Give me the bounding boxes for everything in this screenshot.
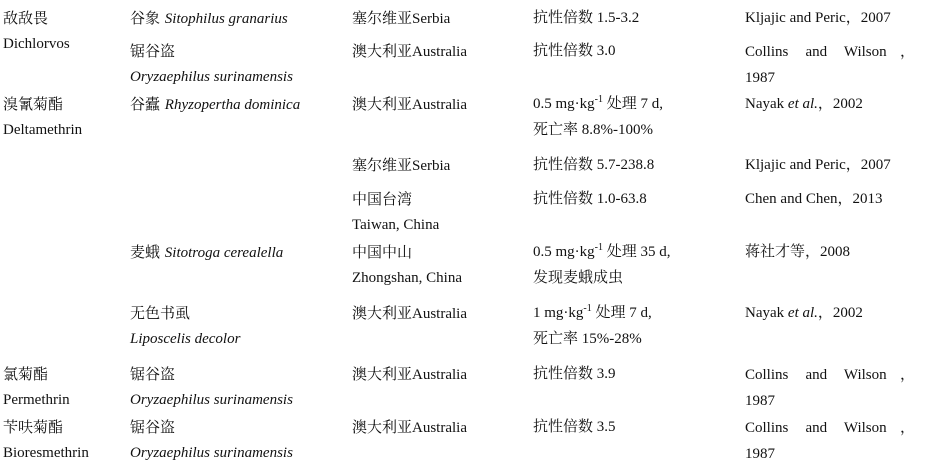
result-outcome: 死亡率 15%-28% bbox=[533, 331, 642, 347]
result-outcome: 死亡率 8.8%-100% bbox=[533, 122, 653, 138]
species-cell bbox=[130, 361, 293, 413]
result-cell bbox=[533, 38, 616, 64]
region-name-cn: 塞尔维亚 bbox=[352, 9, 413, 27]
species-name-cn: 无色书虱 bbox=[130, 304, 191, 322]
pesticide-name-en: Permethrin bbox=[3, 392, 70, 408]
region-name-cn: 澳大利亚 bbox=[352, 365, 413, 383]
pesticide-name-en: Bioresmethrin bbox=[3, 445, 89, 461]
region-name-en: Australia bbox=[412, 44, 467, 60]
reference-text: Chen and Chen，2013 bbox=[745, 191, 883, 207]
species-cell bbox=[130, 91, 300, 118]
reference-cell bbox=[745, 414, 915, 467]
result-cell bbox=[533, 239, 671, 291]
reference-text: Kljajic and Peric，2007 bbox=[745, 10, 891, 26]
pesticide-name-en: Dichlorvos bbox=[3, 36, 70, 52]
region-name-cn: 中国中山 bbox=[352, 243, 413, 261]
region-name-en: Australia bbox=[412, 306, 467, 322]
region-name-cn: 塞尔维亚 bbox=[352, 156, 413, 174]
result-cell bbox=[533, 152, 654, 178]
pesticide-cell bbox=[3, 361, 70, 413]
result-cell bbox=[533, 186, 647, 212]
species-name-cn: 麦蛾 bbox=[130, 243, 161, 261]
species-latin-name: Sitophilus granarius bbox=[164, 11, 288, 27]
reference-text: Kljajic and Peric，2007 bbox=[745, 157, 891, 173]
pesticide-name-cn: 溴氰菊酯 bbox=[3, 95, 64, 113]
reference-authors: Collins and Wilson， bbox=[745, 44, 915, 60]
result-text: 抗性倍数 5.7-238.8 bbox=[533, 157, 655, 173]
reference-text: 蒋社才等，2008 bbox=[745, 244, 851, 260]
species-latin-name: Liposcelis decolor bbox=[130, 331, 241, 347]
result-cell bbox=[533, 361, 616, 387]
reference-text: Nayak et al.，2002 bbox=[745, 305, 863, 321]
region-cell bbox=[352, 152, 450, 179]
result-cell bbox=[533, 5, 639, 31]
reference-text: Nayak et al.，2002 bbox=[745, 96, 863, 112]
region-name-en: Serbia bbox=[412, 158, 451, 174]
region-cell bbox=[352, 91, 467, 118]
region-cell bbox=[352, 239, 462, 291]
region-cell bbox=[352, 414, 467, 441]
result-cell bbox=[533, 300, 652, 352]
species-name-cn: 谷蠹 bbox=[130, 95, 161, 113]
reference-cell bbox=[745, 38, 915, 91]
pesticide-name-en: Deltamethrin bbox=[3, 122, 83, 138]
region-cell bbox=[352, 186, 439, 238]
region-name-cn: 澳大利亚 bbox=[352, 304, 413, 322]
species-latin-name: Sitotroga cerealella bbox=[164, 245, 284, 261]
reference-cell bbox=[745, 361, 915, 414]
species-latin-name: Rhyzopertha dominica bbox=[164, 97, 301, 113]
result-text: 抗性倍数 3.9 bbox=[533, 366, 616, 382]
reference-cell bbox=[745, 300, 863, 326]
result-cell bbox=[533, 414, 616, 440]
pesticide-cell bbox=[3, 414, 89, 466]
species-latin-name: Oryzaephilus surinamensis bbox=[130, 69, 293, 85]
result-text: 抗性倍数 3.5 bbox=[533, 419, 616, 435]
species-cell bbox=[130, 414, 293, 466]
pesticide-name-cn: 氯菊酯 bbox=[3, 365, 49, 383]
species-name-cn: 锯谷盗 bbox=[130, 418, 176, 436]
region-name-cn: 中国台湾 bbox=[352, 190, 413, 208]
reference-cell bbox=[745, 152, 891, 178]
region-name-en: Serbia bbox=[412, 11, 451, 27]
reference-cell bbox=[745, 186, 882, 212]
result-outcome: 发现麦蛾成虫 bbox=[533, 270, 624, 286]
species-cell bbox=[130, 239, 283, 266]
reference-cell bbox=[745, 5, 891, 31]
reference-year: 1987 bbox=[745, 446, 775, 462]
species-latin-name: Oryzaephilus surinamensis bbox=[130, 392, 293, 408]
region-name-cn: 澳大利亚 bbox=[352, 42, 413, 60]
result-cell bbox=[533, 91, 663, 143]
pesticide-name-cn: 苄呋菊酯 bbox=[3, 418, 64, 436]
region-name-en: Taiwan, China bbox=[352, 217, 440, 233]
region-cell bbox=[352, 5, 450, 32]
reference-year: 1987 bbox=[745, 393, 775, 409]
result-treatment: 0.5 $mg\cdot kg^{-1}$ 处理 7 d, bbox=[533, 94, 664, 112]
reference-cell bbox=[745, 91, 863, 117]
region-name-en: Australia bbox=[412, 367, 467, 383]
species-cell bbox=[130, 38, 293, 90]
species-name-cn: 谷象 bbox=[130, 9, 161, 27]
region-name-en: Zhongshan, China bbox=[352, 270, 462, 286]
result-text: 抗性倍数 3.0 bbox=[533, 43, 616, 59]
region-cell bbox=[352, 361, 467, 388]
region-cell bbox=[352, 38, 467, 65]
region-name-en: Australia bbox=[412, 420, 467, 436]
species-name-cn: 锯谷盗 bbox=[130, 42, 176, 60]
reference-year: 1987 bbox=[745, 70, 775, 86]
region-name-en: Australia bbox=[412, 97, 467, 113]
result-text: 抗性倍数 1.5-3.2 bbox=[533, 10, 640, 26]
species-name-cn: 锯谷盗 bbox=[130, 365, 176, 383]
species-latin-name: Oryzaephilus surinamensis bbox=[130, 445, 293, 461]
result-text: 抗性倍数 1.0-63.8 bbox=[533, 191, 647, 207]
result-treatment: 1 $mg\cdot kg^{-1}$ 处理 7 d, bbox=[533, 303, 652, 321]
reference-cell bbox=[745, 239, 850, 265]
pesticide-cell bbox=[3, 91, 82, 143]
result-treatment: 0.5 $mg\cdot kg^{-1}$ 处理 35 d, bbox=[533, 242, 671, 260]
pesticide-cell bbox=[3, 5, 70, 57]
reference-authors: Collins and Wilson， bbox=[745, 420, 915, 436]
species-cell bbox=[130, 5, 288, 32]
region-cell bbox=[352, 300, 467, 327]
region-name-cn: 澳大利亚 bbox=[352, 95, 413, 113]
species-cell bbox=[130, 300, 240, 352]
region-name-cn: 澳大利亚 bbox=[352, 418, 413, 436]
reference-authors: Collins and Wilson， bbox=[745, 367, 915, 383]
pesticide-name-cn: 敌敌畏 bbox=[3, 9, 49, 27]
